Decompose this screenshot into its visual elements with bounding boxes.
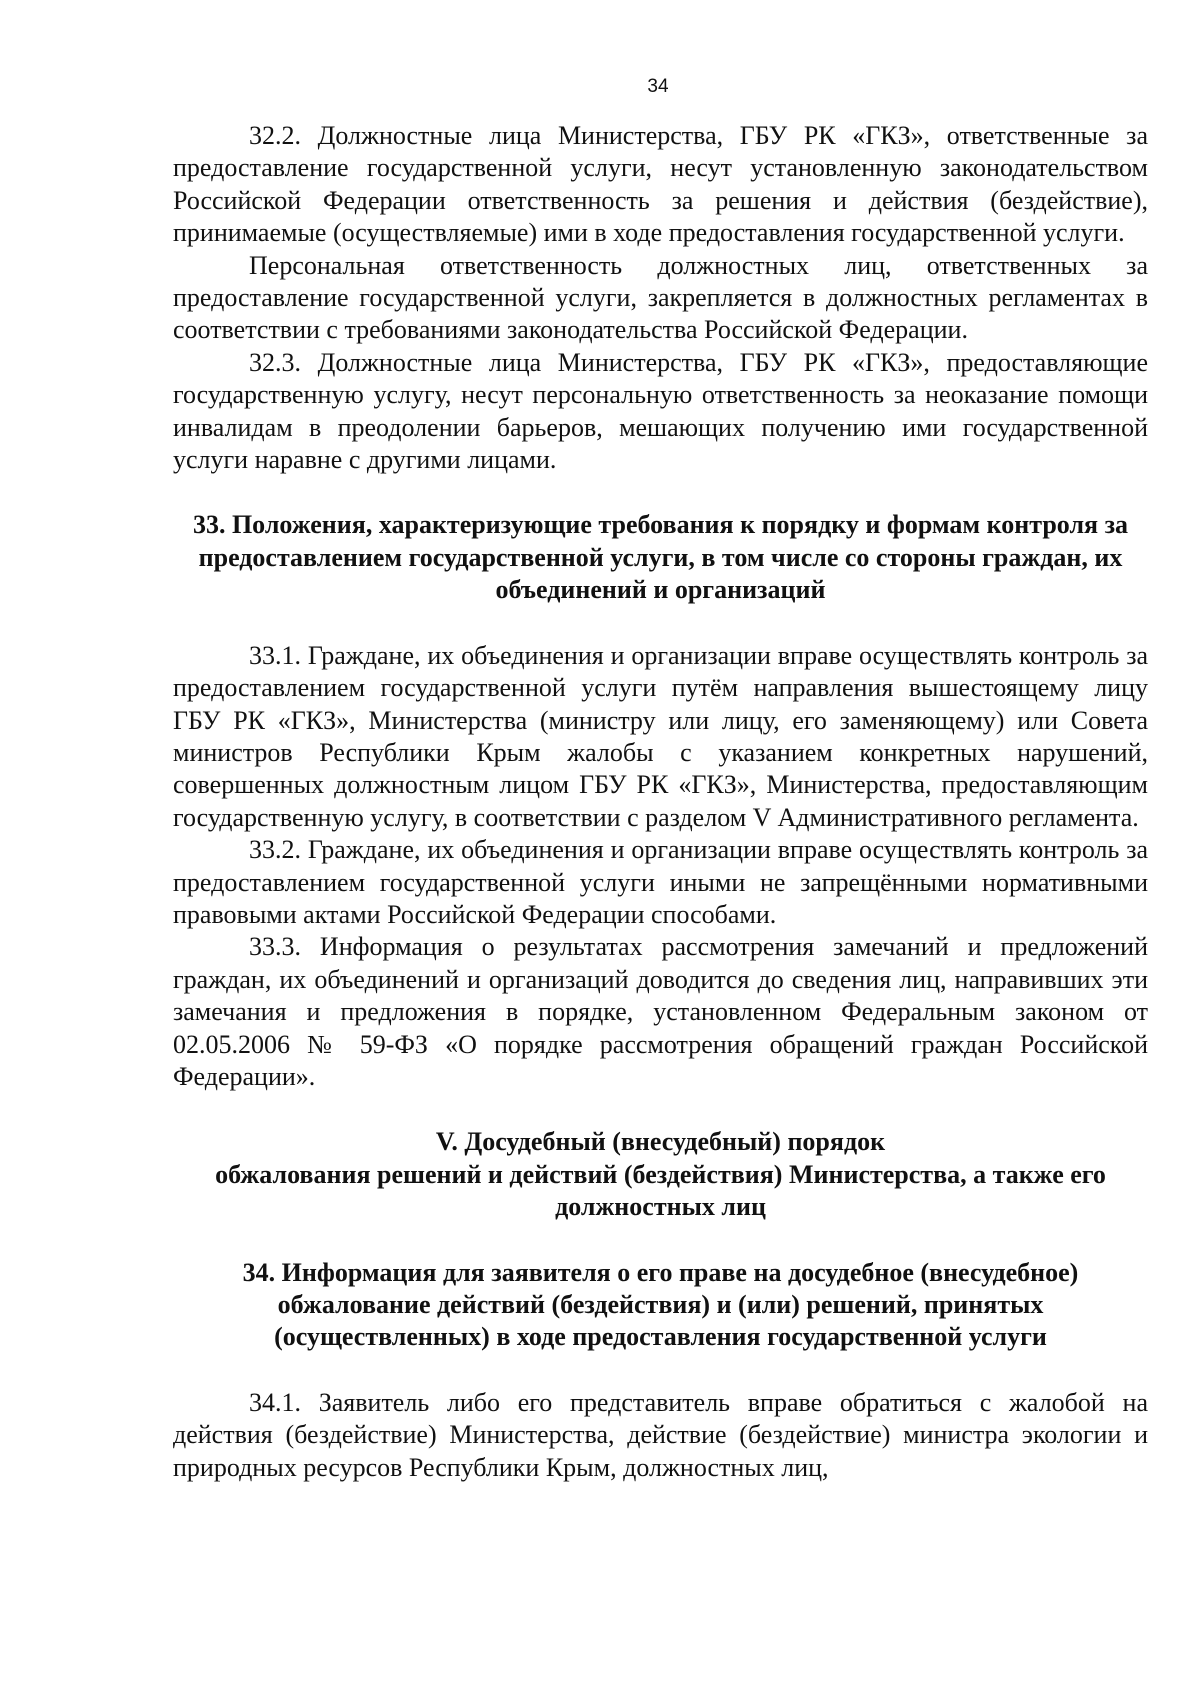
section-v-heading bbox=[173, 1126, 1148, 1223]
section-v-heading-line2: обжалования решений и действий (бездействия) Министерства, а также его должностных лиц bbox=[215, 1159, 1106, 1222]
paragraph-33-2: 33.2. Граждане, их объединения и организации вправе осуществлять контроль за предоставлением государственной услуги иными не запрещёнными нормативными правовыми актами Российской Федерации способами. bbox=[173, 835, 1148, 929]
paragraph-32-2: 32.2. Должностные лица Министерства, ГБУ РК «ГКЗ», ответственные за предоставление государственной услуги, несут установленную законодательством Российской Федерации ответственность за решения и действия (бездействие), принимаемые (осуществляемые) ими в ходе предоставления государственной услуги. bbox=[173, 121, 1148, 248]
section-33-heading: 33. Положения, характеризующие требования к порядку и формам контроля за предоставлением государственной услуги, в том числе со стороны граждан, их объединений и организаций bbox=[192, 510, 1129, 605]
paragraph-33-3: 33.3. Информация о результатах рассмотрения замечаний и предложений граждан, их объединений и организаций доводится до сведения лиц, направивших эти замечания и предложения в порядке, установленном Федеральным законом от 02.05.2006 № 59-ФЗ «О порядке рассмотрения обращений граждан Российской Федерации». bbox=[173, 932, 1148, 1091]
paragraph-34-1: 34.1. Заявитель либо его представитель вправе обратиться с жалобой на действия (бездействие) Министерства, действие (бездействие) министра экологии и природных ресурсов Республики Крым, должностных лиц, bbox=[173, 1387, 1148, 1482]
section-v-heading-line1: V. Досудебный (внесудебный) порядок bbox=[435, 1127, 886, 1157]
paragraph-33-1: 33.1. Граждане, их объединения и организации вправе осуществлять контроль за предоставлением государственной услуги путём направления вышестоящему лицу ГБУ РК «ГКЗ», Министерства (министру или лицу, его заменяющему) или Совета министров Республики Крым жалобы с указанием конкретных нарушений, совершенных должностным лицом ГБУ РК «ГКЗ», Министерства, предоставляющим государственную услугу, в соответствии с разделом V Административного регламента. bbox=[173, 640, 1148, 832]
section-34-heading: 34. Информация для заявителя о его праве на досудебное (внесудебное) обжалование действий (бездействия) и (или) решений, принятых (осуществленных) в ходе предоставления государственной услуги bbox=[242, 1257, 1079, 1352]
paragraph-personal-responsibility: Персональная ответственность должностных лиц, ответственных за предоставление государственной услуги, закрепляется в должностных регламентах в соответствии с требованиями законодательства Российской Федерации. bbox=[173, 250, 1148, 345]
paragraph-32-3: 32.3. Должностные лица Министерства, ГБУ РК «ГКЗ», предоставляющие государственную услугу, несут персональную ответственность за неоказание помощи инвалидам в преодолении барьеров, мешающих получению ими государственной услуги наравне с другими лицами. bbox=[173, 347, 1148, 475]
document-body bbox=[173, 120, 1148, 1484]
page-number: 34 bbox=[647, 76, 669, 97]
